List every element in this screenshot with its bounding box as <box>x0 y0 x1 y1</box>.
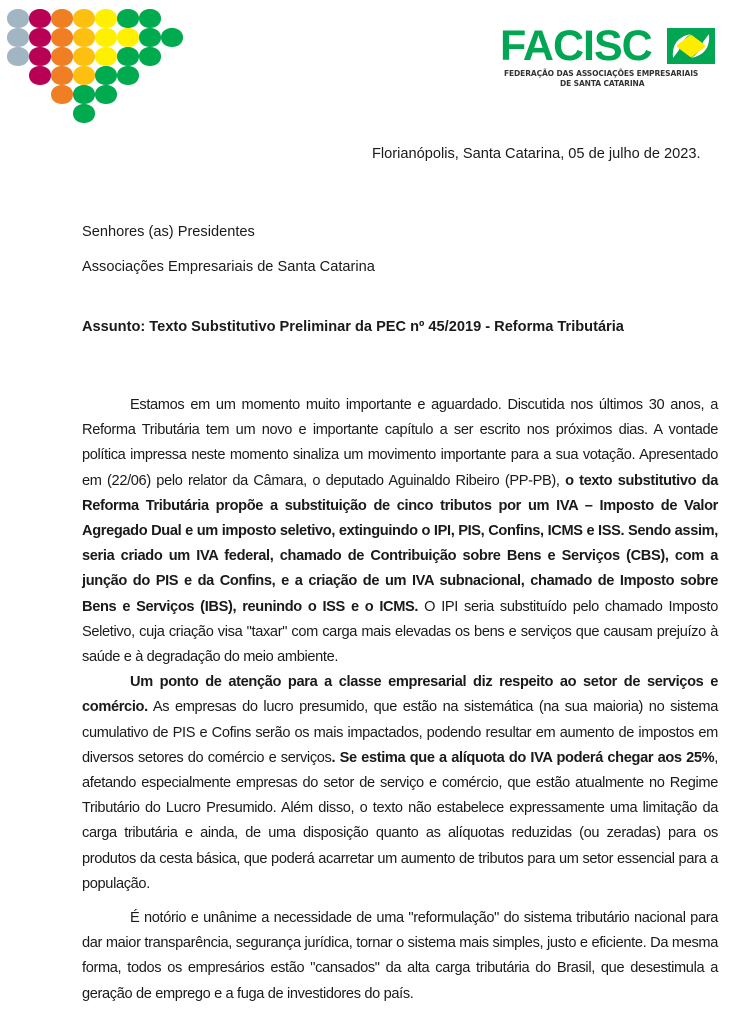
bold-text-segment: o texto substitutivo da Reforma Tributária propõe a substituição de cinco tributos por um IVA – Imposto de Valor Agregado Dual e um imposto seletivo, extinguindo o IPI, PIS, Confins, ICMS e ISS. Sendo assim, seria criado um IVA federal, chamado de Contribuição sobre Bens e Serviços (CBS), com a junção do PIS e da Confins, e a criação de um IVA subnacional, chamado de Imposto sobre Bens e Serviços (IBS), reunindo o ISS e o ICMS. <box>82 472 718 615</box>
logo-dot <box>73 28 95 47</box>
letter-date: Florianópolis, Santa Catarina, 05 de julho de 2023. <box>372 146 701 162</box>
body-paragraph-1 <box>82 393 718 670</box>
logo-dot <box>29 47 51 66</box>
recipient-line-1: Senhores (as) Presidentes <box>82 224 255 240</box>
logo-dot <box>29 9 51 28</box>
logo-dot <box>29 28 51 47</box>
logo-dot <box>117 66 139 85</box>
recipient-line-2: Associações Empresariais de Santa Catarina <box>82 259 375 275</box>
letter-subject: Assunto: Texto Substitutivo Preliminar da PEC nº 45/2019 - Reforma Tributária <box>82 319 624 335</box>
logo-dot <box>117 28 139 47</box>
logo-dot <box>7 28 29 47</box>
logo-dot <box>117 47 139 66</box>
body-paragraph-2 <box>82 670 718 897</box>
logo-dot <box>73 9 95 28</box>
logo-dot <box>117 9 139 28</box>
facisc-subtitle-line1: FEDERAÇÃO DAS ASSOCIAÇÕES EMPRESARIAIS <box>504 69 699 78</box>
text-segment: É notório e unânime a necessidade de uma "reformulação" do sistema tributário nacional para dar maior transparência, segurança jurídica, tornar o sistema mais simples, justo e eficiente. Da mesma forma, todos os empresários estão "cansados" da alta carga tributária do Brasil, que desestimula a geração de emprego e a fuga de investidores do país. <box>82 910 718 1002</box>
text-segment: O IPI seria substituído pelo chamado Imposto Seletivo, cuja criação visa "taxar" com carga mais elevadas os bens e serviços que causam prejuízo à saúde e à degradação do meio ambiente. <box>82 598 718 666</box>
logo-dot <box>139 9 161 28</box>
logo-dot <box>95 28 117 47</box>
letter-body <box>82 393 718 1007</box>
facisc-logo <box>500 22 725 91</box>
logo-dot <box>51 85 73 104</box>
text-segment: , afetando especialmente empresas do setor de serviço e comércio, que estão atualmente no Regime Tributário do Lucro Presumido. Além disso, o texto não estabelece expressamente uma limitação da carga tributária e ainda, de uma disposição quanto as alíquotas reduzidas (ou zeradas) para os produtos da cesta básica, que poderá acarretar um aumento de tributos para um setor essencial para a população. <box>82 749 718 892</box>
logo-dot <box>73 104 95 123</box>
logo-dot <box>29 66 51 85</box>
logo-dot <box>139 28 161 47</box>
logo-dot <box>73 85 95 104</box>
logo-dot <box>95 47 117 66</box>
text-segment: As empresas do lucro presumido, que estão na sistemática (na sua maioria) no sistema cumulativo de PIS e Cofins serão os mais impactados, podendo resultar em aumento de impostos em diversos setores do comércio e serviços <box>82 699 718 766</box>
bold-text-segment: Um ponto de atenção para a classe empresarial diz respeito ao setor de serviços e comércio. <box>82 674 718 716</box>
logo-dot <box>95 66 117 85</box>
body-paragraph-3 <box>82 906 718 1007</box>
logo-dot <box>7 47 29 66</box>
logo-dot <box>73 66 95 85</box>
facisc-swirl-emblem-icon <box>667 28 715 64</box>
facisc-subtitle-line2: DE SANTA CATARINA <box>560 79 645 88</box>
dot-mosaic-logo <box>0 0 200 130</box>
facisc-wordmark: FACISC <box>500 22 652 70</box>
logo-dot <box>51 47 73 66</box>
logo-dot <box>95 9 117 28</box>
logo-dot <box>51 9 73 28</box>
logo-dot <box>73 47 95 66</box>
logo-dot <box>161 28 183 47</box>
logo-dot <box>51 66 73 85</box>
bold-text-segment: . Se estima que a alíquota do IVA poderá chegar aos 25% <box>331 749 715 766</box>
logo-dot <box>51 28 73 47</box>
logo-dot <box>95 85 117 104</box>
logo-dot <box>7 9 29 28</box>
text-segment: Estamos em um momento muito importante e aguardado. Discutida nos últimos 30 anos, a Reforma Tributária tem um novo e importante capítulo a ser escrito nos próximos dias. A vontade política impressa neste momento sinaliza um movimento importante para a sua votação. Apresentado em (22/06) pelo relator da Câmara, o deputado Aguinaldo Ribeiro (PP-PB), <box>82 397 718 489</box>
logo-dot <box>139 47 161 66</box>
